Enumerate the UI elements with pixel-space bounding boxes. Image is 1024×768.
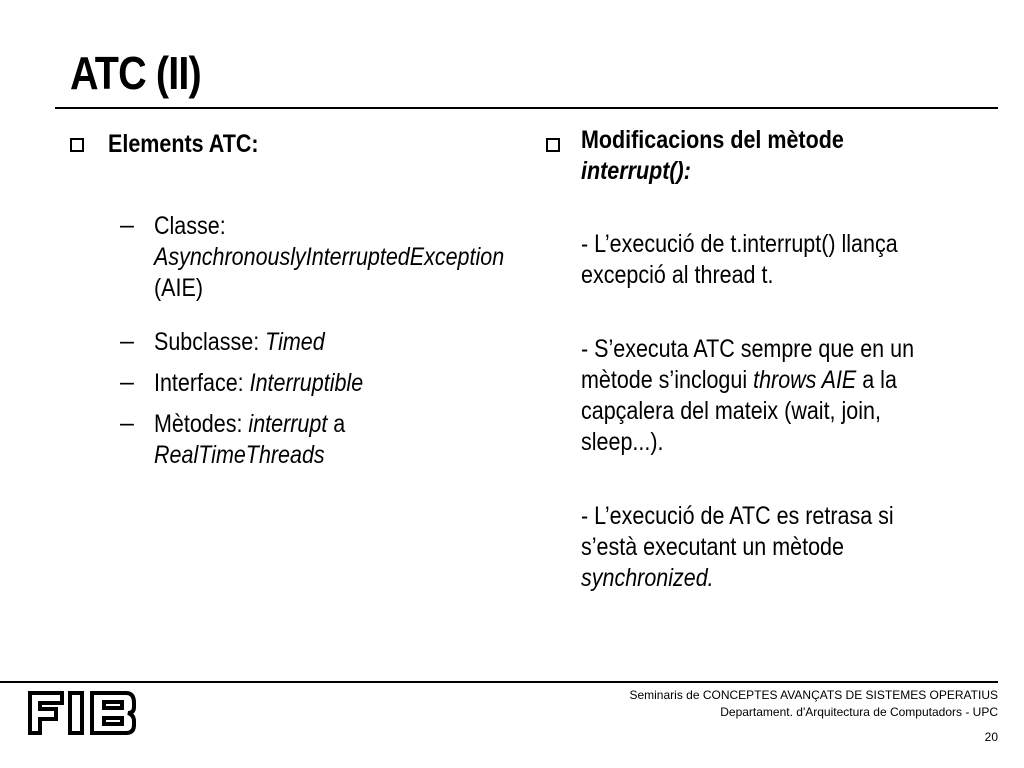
footer-course-name: Seminaris de CONCEPTES AVANÇATS DE SISTEMES OPERATIUS <box>629 688 998 702</box>
footer-divider <box>0 681 998 683</box>
bullet-square-icon <box>546 138 560 152</box>
dash-marker: – <box>120 211 134 239</box>
list-item-interface: Interface: Interruptible <box>154 369 364 397</box>
list-item-subclasse: Subclasse: Timed <box>154 328 325 356</box>
paragraph-interrupt: - L’execució de t.interrupt() llança excepció al thread t. <box>581 230 898 289</box>
paragraph-atc-execution: - S’executa ATC sempre que en un mètode s’inclogui throws AIE a la capçalera del mateix (wait, join, sleep...). <box>581 335 915 456</box>
left-heading: Elements ATC: <box>108 130 259 158</box>
svg-text:FIB: FIB <box>26 689 28 690</box>
footer-department: Departament. d'Arquitectura de Computadors - UPC <box>720 705 998 719</box>
page-number: 20 <box>984 730 998 744</box>
paragraph-atc-delay: - L’execució de ATC es retrasa si s’està executant un mètode synchronized. <box>581 502 894 592</box>
title-divider <box>55 107 998 109</box>
dash-marker: – <box>120 327 134 355</box>
bullet-square-icon <box>70 138 84 152</box>
right-heading: Modificacions del mètode interrupt(): <box>581 126 844 185</box>
list-item-classe: Classe: AsynchronouslyInterruptedException (AIE) <box>154 212 505 302</box>
dash-marker: – <box>120 368 134 396</box>
dash-marker: – <box>120 409 134 437</box>
slide-title: ATC (II) <box>70 47 201 99</box>
list-item-metodes: Mètodes: interrupt a RealTimeThreads <box>154 410 346 469</box>
fib-logo <box>26 689 138 735</box>
